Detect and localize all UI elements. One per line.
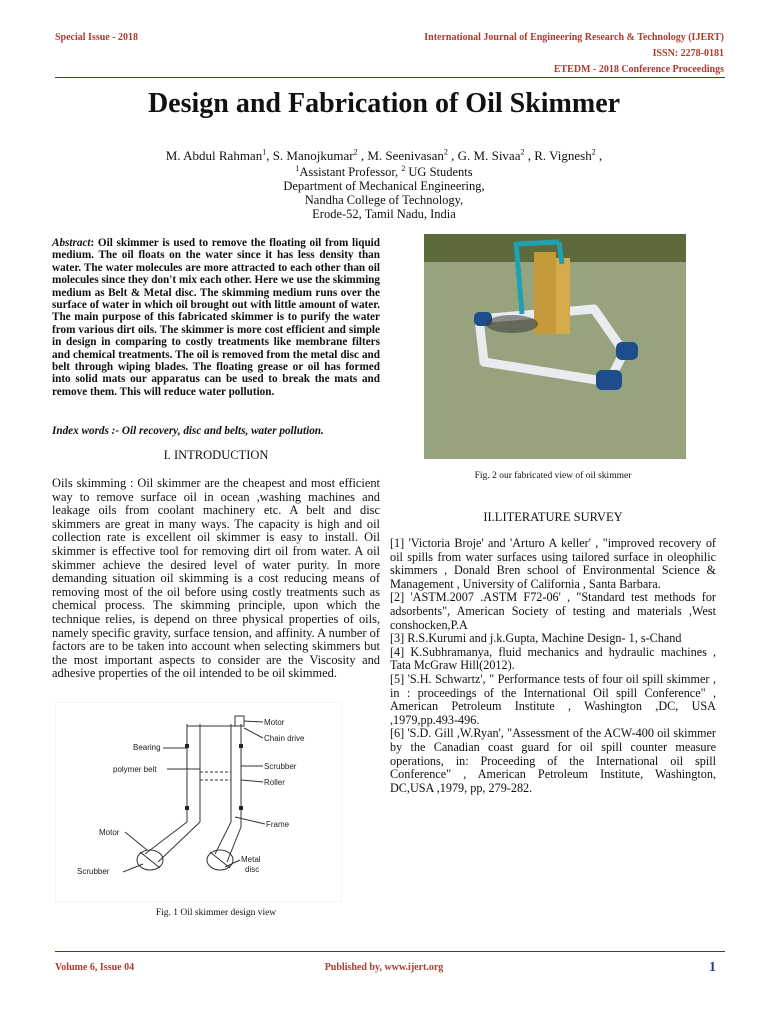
abstract-text: : Oil skimmer is used to remove the floating oil from liquid medium. The oil floats on the water since it has less density than water. The water molecules are more attracted to each other than oil molecules since they don't mix each other. Here we use the skimming medium as Belt & Metal disc. The skimming medium runs over the surface of water in which oil brought out with little amount of water. The main purpose of this fabricated skimmer is to purify the water from various dirt oils. The skimmer is more cost efficient and simple in design in comparing to costly treatments like membrane filters and chemical treatments. The oil is removed from the metal disc and belt through wiping blades. The floating grease or oil has formed into solid mats our apparatus can be used to break the mats and remove them. This will reduce water pollution. — [52, 237, 380, 398]
teal-handle-top — [516, 242, 559, 244]
affiliation-college: Nandha College of Technology, — [304, 193, 464, 207]
label-motor-top: Motor — [264, 718, 285, 727]
fig2-caption: Fig. 2 our fabricated view of oil skimmer — [474, 471, 632, 481]
author-1-sup: 1 — [262, 147, 267, 157]
blue-elbow-2 — [616, 342, 638, 360]
page-number: 1 — [709, 960, 716, 975]
abstract — [52, 237, 380, 398]
oil-skimmer-design-figure — [55, 702, 342, 902]
bearing-marker-3 — [185, 806, 189, 810]
label-chain-drive: Chain drive — [264, 734, 305, 743]
reference-4: [4] K.Subhramanya, fluid mechanics and hydraulic machines , Tata McGraw Hill(2012). — [390, 644, 716, 673]
wood-board — [534, 252, 556, 334]
author-2: , S. Manojkumar — [266, 148, 354, 163]
teal-handle-right — [559, 242, 562, 264]
label-bearing: Bearing — [133, 743, 161, 752]
photo-illustration — [424, 234, 686, 459]
footer-publisher: Published by, www.ijert.org — [324, 962, 444, 973]
author-4: , G. M. Sivaa — [447, 148, 521, 163]
label-scrubber-right: Scrubber — [264, 762, 297, 771]
journal-issue-label: Special Issue - 2018 — [55, 32, 139, 43]
label-roller: Roller — [264, 778, 285, 787]
fig1-caption: Fig. 1 Oil skimmer design view — [155, 908, 277, 918]
author-4-sup: 2 — [520, 147, 525, 157]
blue-elbow-1 — [596, 370, 622, 390]
literature-heading: II.LITERATURE SURVEY — [483, 510, 623, 524]
journal-name: International Journal of Engineering Research & Technology (IJERT) — [424, 32, 724, 43]
author-list-tail: , — [595, 148, 603, 163]
role-sup-1: 1 — [295, 163, 300, 173]
journal-header — [424, 30, 724, 78]
role-2: UG Students — [405, 165, 473, 179]
bearing-marker-2 — [239, 744, 243, 748]
author-5-sup: 2 — [591, 147, 596, 157]
affiliation-location: Erode-52, Tamil Nadu, India — [312, 207, 456, 221]
author-1: M. Abdul Rahman — [165, 148, 263, 163]
photo-paddle — [486, 315, 538, 333]
author-list — [0, 148, 768, 163]
label-disc: disc — [245, 865, 260, 874]
author-5: , R. Vignesh — [524, 148, 592, 163]
label-frame: Frame — [266, 820, 290, 829]
intro-text: Oils skimming : Oil skimmer are the cheapest and most efficient way to remove surface oil in ocean ,washing machines and leakage oils from coolant machinery etc. A belt and disc skimmers are great in many ways. The capacity is high and oil collection rate is excellent oil skimmer is easy to install. Oil skimmer is effective tool for removing dirt oil from water. A oil skimmer achieve the desired level of water purity. In more demanding situation oil skimming is a cost reducing means of removing most of the oil before using costly treatments such as chemical process. The skimming principle, upon which the technique relies, is depend on three physical properties of oils, namely specific gravity, surface tension, and affinity. A number of factors are to be taken into account when selecting skimmers but the most important aspects to consider are the Viscosity and adhesive properties of the oil intended to be oil skimmed. — [52, 476, 380, 681]
fabricated-skimmer-photo — [424, 234, 686, 459]
label-scrubber-left: Scrubber — [77, 867, 110, 876]
reference-5: [5] 'S.H. Schwartz', " Performance tests of four oil spill skimmer , in : proceedings of the International Oil spill Conference" , American Petroleum Institute , Washington ,DC, USA ,1979,pp.493-496. — [390, 671, 716, 727]
label-motor-bottom: Motor — [99, 828, 120, 837]
wood-board-2 — [556, 258, 570, 334]
label-polymer-belt: polymer belt — [113, 765, 157, 774]
reference-1: [1] 'Victoria Broje' and 'Arturo A keller' , "improved recovery of oil spills from water surfaces using tailored surface in oleophilic skimmers , Donald Bren school of Environmental Science & Management , University of California , Santa Barbara. — [390, 536, 716, 591]
reference-6: [6] 'S.D. Gill ,W.Ryan', "Assessment of the ACW-400 oil skimmer by the Canadian coast guard for oil spill counter measure operations, in: Proceeding of the International oil spill Conference" , American Petroleum Institute, Washington, DC,USA ,1979, pp, 279-282. — [390, 726, 716, 795]
intro-heading: I. INTRODUCTION — [163, 448, 269, 462]
bearing-marker-4 — [239, 806, 243, 810]
index-words: Index words :- Oil recovery, disc and belts, water pollution. — [52, 425, 324, 437]
reference-2: [2] 'ASTM.2007 .ASTM F72-06' , "Standard test methods for adsorbents", American Society of testing and materials ,West conshocken,P.A — [390, 590, 716, 632]
abstract-label: Abstract — [52, 237, 91, 249]
role-sup-2: 2 — [401, 163, 406, 173]
reference-list — [390, 537, 716, 795]
reference-3: [3] R.S.Kurumi and j.k.Gupta, Machine Design- 1, s-Chand — [390, 631, 682, 646]
affiliation — [0, 165, 768, 221]
footer-volume: Volume 6, Issue 04 — [55, 962, 135, 973]
label-metal: Metal — [241, 855, 261, 864]
bearing-marker-1 — [185, 744, 189, 748]
author-3-sup: 2 — [443, 147, 448, 157]
issn: ISSN: 2278-0181 — [652, 48, 724, 59]
conference-label: ETEDM - 2018 Conference Proceedings — [553, 64, 724, 75]
author-3: , M. Seenivasan — [357, 148, 444, 163]
footer-rule — [55, 951, 725, 952]
affiliation-roles — [0, 165, 768, 179]
paper-title: Design and Fabrication of Oil Skimmer — [147, 88, 621, 119]
affiliation-department: Department of Mechanical Engineering, — [283, 179, 485, 193]
role-1: Assistant Professor, — [299, 165, 402, 179]
header-rule — [55, 77, 725, 78]
author-2-sup: 2 — [353, 147, 358, 157]
